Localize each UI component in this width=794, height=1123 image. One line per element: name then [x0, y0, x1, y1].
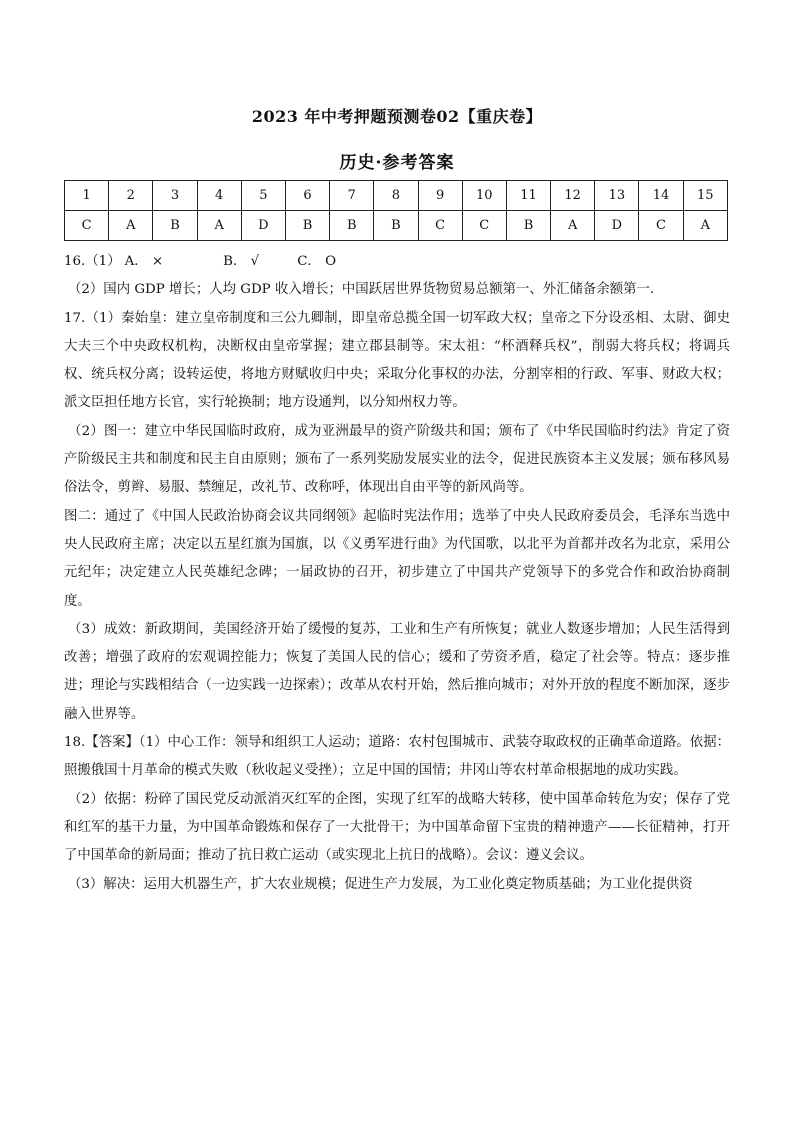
- question-number-cell: 3: [153, 181, 197, 211]
- question-number-cell: 5: [241, 181, 285, 211]
- question-number-cell: 6: [285, 181, 329, 211]
- question-number-cell: 12: [551, 181, 595, 211]
- q16-option-a: A． ×: [124, 254, 164, 269]
- answer-letter-cell: D: [241, 211, 285, 241]
- q17-part1: 17.（1）秦始皇：建立皇帝制度和三公九卿制，即皇帝总揽全国一切军政大权；皇帝之下分设丞相、太尉、御史大夫三个中央政权机构，决断权由皇帝掌握；建立郡县制等。宋太祖：“杯酒释兵权”，削弱大将兵权；将调兵权、统兵权分离；设转运使，将地方财赋收归中央；采取分化事权的办法，分割宰相的行政、军事、财政大权；派文臣担任地方长官，实行轮换制；地方设通判，以分知州权力等。: [64, 310, 730, 411]
- question-number-cell: 2: [109, 181, 153, 211]
- answer-letter-cell: B: [285, 211, 329, 241]
- answer-letter-cell: A: [683, 211, 727, 241]
- question-number-cell: 11: [506, 181, 550, 211]
- question-number-cell: 10: [462, 181, 506, 211]
- page-title: 2023 年中考押题预测卷02【重庆卷】: [251, 107, 543, 126]
- q16-part2: （2）国内 GDP 增长；人均 GDP 收入增长；中国跃居世界货物贸易总额第一、外汇储备余额第一．: [68, 282, 664, 298]
- q16-option-b: B． √: [223, 254, 260, 269]
- question-number-cell: 8: [374, 181, 418, 211]
- question-number-cell: 4: [197, 181, 241, 211]
- answer-letter-cell: B: [153, 211, 197, 241]
- answer-letter-cell: A: [197, 211, 241, 241]
- q18-part1: 18.【答案】（1）中心工作：领导和组织工人运动；道路：农村包围城市、武装夺取政权的正确革命道路。依据：照搬俄国十月革命的模式失败（秋收起义受挫）；立足中国的国情；井冈山等农村革命根据地的成功实践。: [64, 735, 730, 779]
- q16-part1: [64, 248, 730, 276]
- q17-part3: （3）成效：新政期间，美国经济开始了缓慢的复苏，工业和生产有所恢复；就业人数逐步增加；人民生活得到改善；增强了政府的宏观调控能力；恢复了美国人民的信心；缓和了劳资矛盾，稳定了社会等。特点：逐步推进；理论与实践相结合（一边实践一边探索）；改革从农村开始，然后推向城市；对外开放的程度不断加深，逐步融入世界等。: [64, 621, 730, 722]
- question-number-cell: 9: [418, 181, 462, 211]
- answer-table: [64, 180, 728, 241]
- q17-part2-figure2: 图二：通过了《中国人民政治协商会议共同纲领》起临时宪法作用；选举了中央人民政府委员会，毛泽东当选中央人民政府主席；决定以五星红旗为国旗，以《义勇军进行曲》为代国歌，以北平为首都并改名为北京，采用公元纪年；决定建立人民英雄纪念碑；一届政协的召开，初步建立了中国共产党领导下的多党合作和政治协商制度。: [64, 508, 730, 609]
- q16-option-c: C． O: [297, 254, 337, 269]
- q18-part3: （3）解决：运用大机器生产，扩大农业规模；促进生产力发展，为工业化奠定物质基础；为工业化提供资: [68, 876, 693, 892]
- question-number-cell: 1: [65, 181, 109, 211]
- question-number-cell: 15: [683, 181, 727, 211]
- question-number-cell: 7: [330, 181, 374, 211]
- answer-letter-cell: C: [462, 211, 506, 241]
- answer-letter-cell: A: [109, 211, 153, 241]
- question-number-cell: 13: [595, 181, 639, 211]
- answer-number-row: [65, 181, 728, 211]
- q16-label: 16.（1）: [64, 254, 121, 269]
- question-number-cell: 14: [639, 181, 683, 211]
- answer-letter-cell: B: [374, 211, 418, 241]
- answer-letter-cell: D: [595, 211, 639, 241]
- answer-letter-cell: C: [65, 211, 109, 241]
- answer-letter-cell: B: [330, 211, 374, 241]
- page-subtitle: 历史·参考答案: [339, 153, 455, 173]
- answer-letter-row: [65, 211, 728, 241]
- q18-part2: （2）依据：粉碎了国民党反动派消灭红军的企图，实现了红军的战略大转移，使中国革命转危为安；保存了党和红军的基干力量，为中国革命锻炼和保存了一大批骨干；为中国革命留下宝贵的精神遗产——长征精神，打开了中国革命的新局面；推动了抗日救亡运动（或实现北上抗日的战略）。会议：遵义会议。: [64, 791, 730, 864]
- answer-letter-cell: C: [639, 211, 683, 241]
- answer-letter-cell: A: [551, 211, 595, 241]
- answer-letter-cell: B: [506, 211, 550, 241]
- answer-body: [64, 248, 730, 899]
- answer-letter-cell: C: [418, 211, 462, 241]
- q17-part2-figure1: （2）图一：建立中华民国临时政府，成为亚洲最早的资产阶级共和国；颁布了《中华民国临时约法》肯定了资产阶级民主共和制度和民主自由原则；颁布了一系列奖励发展实业的法令，促进民族资本主义发展；颁布移风易俗法令，剪辫、易服、禁缠足，改礼节、改称呼，体现出自由平等的新风尚等。: [64, 423, 730, 496]
